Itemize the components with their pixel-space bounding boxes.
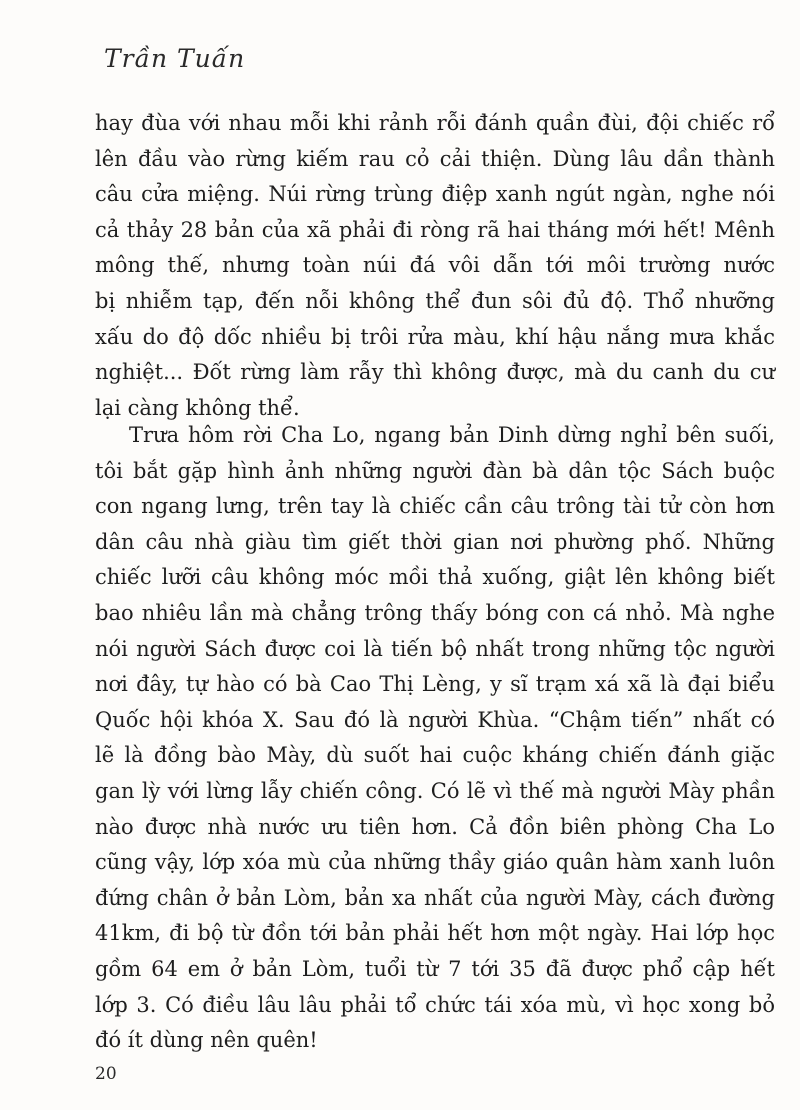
text-line: cả thảy 28 bản của xã phải đi ròng rã hai tháng mới hết! Mênh — [95, 217, 775, 242]
paragraph-1 — [95, 106, 775, 426]
running-header-author: Trần Tuấn — [104, 44, 246, 73]
text-line: câu cửa miệng. Núi rừng trùng điệp xanh ngút ngàn, nghe nói — [95, 182, 775, 207]
page-number: 20 — [95, 1064, 117, 1084]
text-line: nào được nhà nước ưu tiên hơn. Cả đồn biên phòng Cha Lo — [95, 814, 775, 839]
text-line: dân câu nhà giàu tìm giết thời gian nơi phường phố. Những — [95, 529, 775, 554]
text-line: nơi đây, tự hào có bà Cao Thị Lèng, y sĩ trạm xá xã là đại biểu — [95, 672, 775, 697]
text-line: lại càng không thể. — [95, 395, 300, 420]
text-line: xấu do độ dốc nhiều bị trôi rửa màu, khí hậu nắng mưa khắc — [95, 324, 775, 349]
text-line: gồm 64 em ở bản Lòm, tuổi từ 7 tới 35 đã được phổ cập hết — [95, 956, 775, 981]
text-line: 41km, đi bộ từ đồn tới bản phải hết hơn một ngày. Hai lớp học — [95, 921, 775, 946]
text-line: nghiệt... Đốt rừng làm rẫy thì không được, mà du canh du cư — [95, 360, 775, 385]
text-line: con ngang lưng, trên tay là chiếc cần câu trông tài tử còn hơn — [95, 494, 775, 519]
text-line: gan lỳ với lừng lẫy chiến công. Có lẽ vì thế mà người Mày phần — [95, 778, 775, 803]
text-line: đứng chân ở bản Lòm, bản xa nhất của người Mày, cách đường — [95, 885, 775, 910]
text-line: bao nhiêu lần mà chẳng trông thấy bóng con cá nhỏ. Mà nghe — [95, 600, 775, 625]
text-line: tôi bắt gặp hình ảnh những người đàn bà dân tộc Sách buộc — [95, 458, 775, 483]
text-line: Trưa hôm rời Cha Lo, ngang bản Dinh dừng nghỉ bên suối, — [129, 423, 775, 447]
text-line: lẽ là đồng bào Mày, dù suốt hai cuộc kháng chiến đánh giặc — [95, 743, 775, 768]
text-line: mông thế, nhưng toàn núi đá vôi dẫn tới môi trường nước — [95, 253, 775, 278]
text-line: đó ít dùng nên quên! — [95, 1028, 318, 1053]
text-line: Quốc hội khóa X. Sau đó là người Khùa. “Chậm tiến” nhất có — [95, 707, 775, 732]
text-line: hay đùa với nhau mỗi khi rảnh rỗi đánh quần đùi, đội chiếc rổ — [95, 111, 775, 135]
text-line: bị nhiễm tạp, đến nỗi không thể đun sôi đủ độ. Thổ nhưỡng — [95, 288, 775, 313]
text-line: lớp 3. Có điều lâu lâu phải tổ chức tái xóa mù, vì học xong bỏ — [95, 992, 775, 1017]
paragraph-2 — [95, 418, 775, 1059]
text-line: cũng vậy, lớp xóa mù của những thầy giáo quân hàm xanh luôn — [95, 850, 775, 875]
text-line: lên đầu vào rừng kiếm rau cỏ cải thiện. Dùng lâu dần thành — [95, 146, 775, 171]
text-line: chiếc lưỡi câu không móc mồi thả xuống, giật lên không biết — [95, 565, 775, 590]
text-line: nói người Sách được coi là tiến bộ nhất trong những tộc người — [95, 636, 775, 661]
